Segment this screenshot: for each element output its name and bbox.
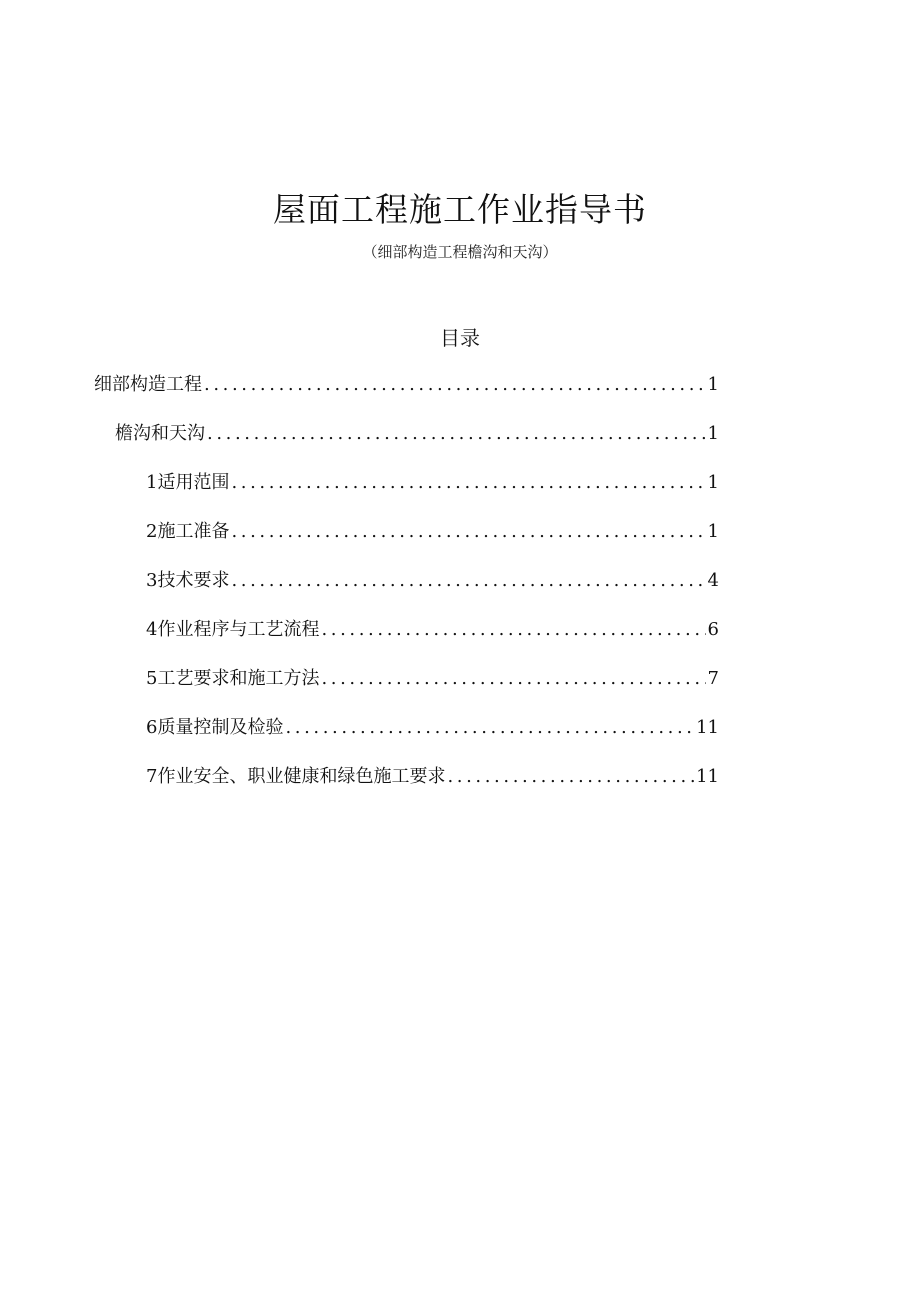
toc-entry-label: 细部构造工程	[94, 374, 202, 395]
toc-leader-dots	[231, 471, 705, 495]
toc-entry[interactable]	[146, 569, 719, 593]
toc-entry[interactable]	[146, 765, 719, 789]
toc-entry-page: 11	[696, 766, 719, 787]
toc-entry-label: 6质量控制及检验	[146, 717, 284, 738]
toc-entry-page: 1	[707, 472, 719, 493]
toc-entry-label: 5工艺要求和施工方法	[146, 668, 320, 689]
document-title: 屋面工程施工作业指导书	[273, 190, 647, 229]
toc-entry[interactable]	[146, 471, 719, 495]
document-subtitle: （细部构造工程檐沟和天沟）	[362, 243, 558, 261]
toc-entry-label: 檐沟和天沟	[115, 423, 205, 444]
toc-entry[interactable]	[146, 618, 719, 642]
toc-entry-page: 7	[707, 668, 719, 689]
toc-entry-page: 6	[707, 619, 719, 640]
toc-entry[interactable]	[146, 520, 719, 544]
toc-leader-dots	[204, 373, 706, 397]
toc-leader-dots	[207, 422, 706, 446]
toc-entry-label: 3技术要求	[146, 570, 230, 591]
toc-entry-page: 1	[707, 423, 719, 444]
toc-entry[interactable]	[115, 422, 719, 446]
toc-entry-label: 7作业安全、职业健康和绿色施工要求	[146, 766, 446, 787]
toc-entry-label: 1适用范围	[146, 472, 230, 493]
toc-heading: 目录	[440, 326, 480, 350]
toc-leader-dots	[231, 520, 705, 544]
toc-entry-page: 1	[707, 521, 719, 542]
toc-leader-dots	[447, 765, 694, 789]
toc-leader-dots	[285, 716, 694, 740]
toc-leader-dots	[321, 618, 705, 642]
toc-entry[interactable]	[146, 716, 719, 740]
toc-entry[interactable]	[94, 373, 719, 397]
toc-leader-dots	[321, 667, 705, 691]
toc-leader-dots	[231, 569, 705, 593]
toc-entry-page: 11	[696, 717, 719, 738]
toc-entry-page: 1	[707, 374, 719, 395]
toc-entry[interactable]	[146, 667, 719, 691]
toc-entry-page: 4	[707, 570, 719, 591]
toc-entry-label: 2施工准备	[146, 521, 230, 542]
toc-entry-label: 4作业程序与工艺流程	[146, 619, 320, 640]
